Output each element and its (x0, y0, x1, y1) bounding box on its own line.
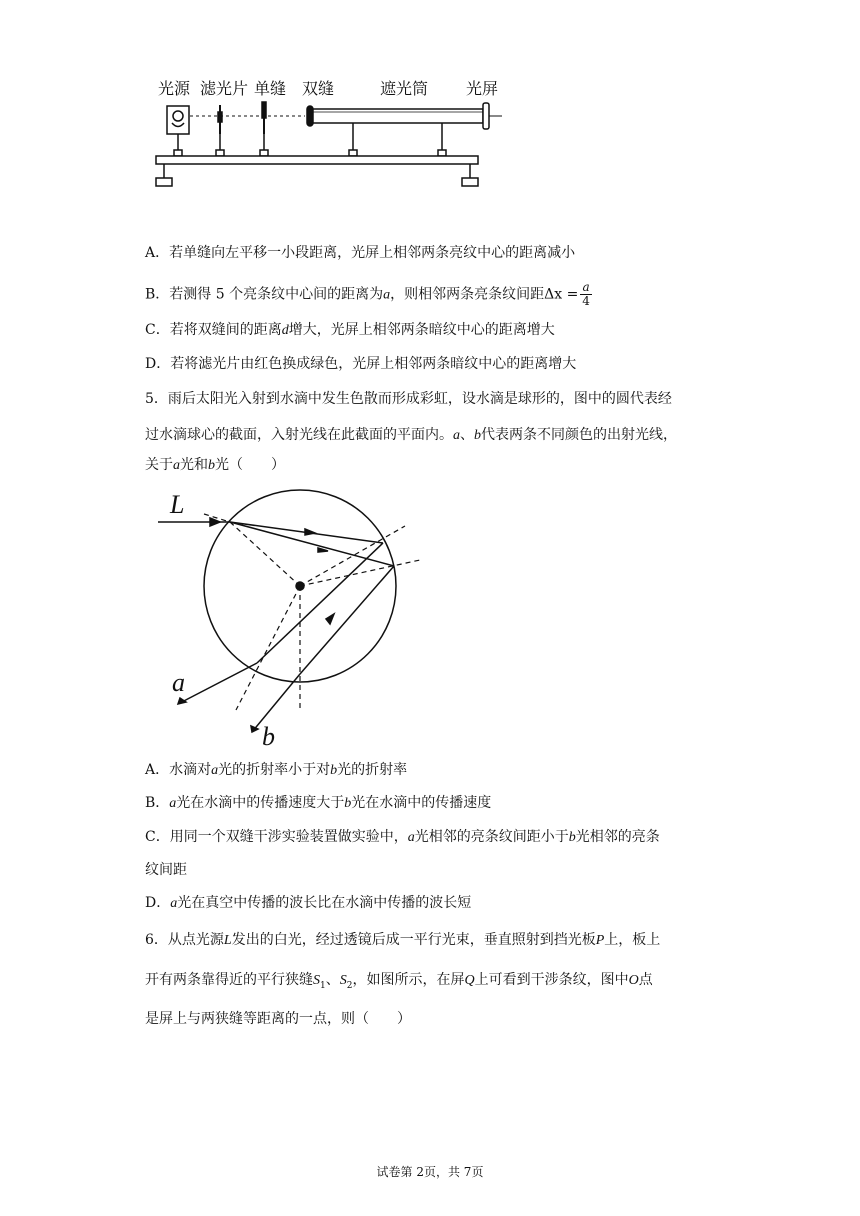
double-slit-apparatus-figure (150, 72, 510, 194)
q6-text2: 发出的白光，经过透镜后成一平行光束，垂直照射到挡光板 (231, 932, 596, 948)
q5-option-c (145, 827, 660, 848)
separator: 、 (460, 427, 474, 443)
subscript-1: 1 (320, 980, 326, 991)
q6-text: 开有两条靠得近的平行狭缝 (145, 972, 313, 988)
q5-option-d-text2: 光在真空中传播的波长比在水滴中传播的波长短 (177, 895, 472, 911)
var-a: a (453, 428, 460, 443)
var-a: a (383, 287, 391, 303)
var-a: a (170, 896, 178, 911)
label-tube: 遮光筒 (380, 79, 429, 98)
label-double-slit: 双缝 (302, 79, 335, 98)
q5-option-d-text: D． (145, 895, 171, 911)
q5-option-b-text2: 光在水滴中的传播速度大于 (176, 795, 345, 811)
diagram-label-b: b (262, 722, 275, 751)
fraction-denominator: 4 (582, 294, 590, 308)
q5-option-b-text: B． (145, 795, 170, 811)
var-b: b (208, 458, 215, 473)
page-footer: 试卷第 2页，共 7页 (376, 1165, 484, 1179)
var-O: O (628, 973, 639, 988)
q5-stem-line2 (145, 425, 677, 446)
q4-option-c (145, 320, 555, 341)
q5-option-d (145, 893, 471, 914)
q6-text4: 点 (638, 972, 653, 988)
q5-option-a-text: A．水滴对 (145, 762, 212, 778)
diagram-label-L: L (170, 490, 185, 519)
q6-text3: 上，板上 (604, 932, 661, 948)
q5-stem-text2: 光和 (180, 457, 208, 473)
subscript-2: 2 (346, 980, 353, 991)
q5-option-c-text2: 光相邻的亮条纹间距小于 (414, 829, 569, 845)
label-single-slit: 单缝 (254, 79, 287, 98)
q5-stem-text: 关于 (145, 457, 173, 473)
raindrop-drawing (150, 488, 440, 754)
q5-option-c-text3: 光相邻的亮条 (575, 829, 660, 845)
q6-stem-line1 (145, 930, 660, 951)
q5-stem-text: 过水滴球心的截面，入射光线在此截面的平面内。 (145, 427, 453, 443)
separator: 、 (325, 972, 340, 988)
var-b: b (330, 763, 338, 778)
var-Q: Q (464, 973, 475, 988)
q4-option-d: D．若将滤光片由红色换成绿色，光屏上相邻两条暗纹中心的距离增大 (145, 356, 577, 372)
var-b: b (568, 830, 576, 845)
raindrop-dispersion-figure (150, 488, 440, 754)
q4-option-c-text2: 增大，光屏上相邻两条暗纹中心的距离增大 (288, 322, 555, 338)
q6-text2: ，如图所示，在屏 (352, 972, 465, 988)
q5-option-c-cont: 纹间距 (145, 862, 187, 878)
q4-option-a: A．若单缝向左平移一小段距离，光屏上相邻两条亮纹中心的距离减小 (145, 245, 576, 261)
q6-stem-line3: 是屏上与两狭缝等距离的一点，则（ ） (145, 1011, 411, 1027)
var-L: L (223, 933, 232, 948)
q5-option-b-text3: 光在水滴中的传播速度 (351, 795, 492, 811)
q5-stem-text3: 光（ ） (215, 457, 285, 473)
fraction-numerator: a (580, 281, 592, 295)
q5-option-b (145, 793, 491, 814)
apparatus-drawing (150, 72, 510, 194)
q4-option-c-text: C．若将双缝间的距离 (145, 322, 282, 338)
q5-option-a-text3: 光的折射率 (337, 762, 408, 778)
q6-text: 6．从点光源 (145, 932, 224, 948)
label-screen: 光屏 (466, 79, 499, 98)
q5-stem-line3 (145, 455, 285, 476)
label-filter: 滤光片 (200, 79, 249, 98)
q5-option-a-text2: 光的折射率小于对 (218, 762, 331, 778)
var-a: a (211, 763, 219, 778)
q6-stem-line2 (145, 970, 653, 996)
q5-option-a (145, 760, 407, 781)
delta-x-symbol: Δx = (544, 286, 579, 303)
var-a: a (407, 830, 415, 845)
q4-option-b-text: B．若测得 5 个亮条纹中心间的距离为 (145, 286, 384, 303)
q6-text3: 上可看到干涉条纹，图中 (474, 972, 629, 988)
var-a: a (173, 458, 180, 473)
var-b: b (474, 428, 481, 443)
q4-option-b-text2: ，则相邻两条亮条纹间距 (390, 286, 545, 303)
label-light-source: 光源 (158, 79, 191, 98)
var-d: d (281, 323, 289, 338)
q5-option-c-text: C．用同一个双缝干涉实验装置做实验中， (145, 829, 408, 845)
var-S2: S (339, 973, 347, 988)
diagram-label-a: a (172, 668, 185, 697)
var-a: a (169, 796, 177, 811)
q4-option-b (145, 281, 592, 308)
var-P: P (595, 933, 605, 948)
q5-stem-line1: 5．雨后太阳光入射到水滴中发生色散而形成彩虹，设水滴是球形的，图中的圆代表经 (145, 391, 672, 407)
q5-stem-text2: 代表两条不同颜色的出射光线， (481, 427, 677, 443)
fraction-a-over-4 (580, 281, 592, 308)
var-S1: S (313, 973, 320, 988)
var-b: b (344, 796, 352, 811)
